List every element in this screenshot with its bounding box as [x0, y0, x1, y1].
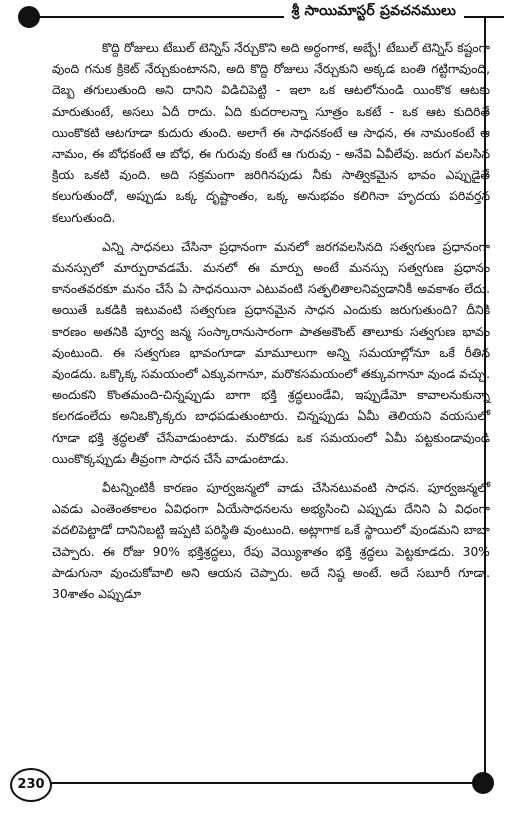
paragraph-2: ఎన్ని సాధనలు చేసినా ప్రధానంగా మనలో జరగవలసినది సత్వగుణ ప్రధానంగా మనస్సులో మార్పురావడమే. మనలో ఈ మార్పు అంటే మనస్సు సత్వగుణ ప్రధానం కానంతవరకూ మనం చేసే ఏ సాధనయినా ఎటువంటి సత్ఫలితాలనివ్వడానికీ అవకాశం లేదు. అయితే ఒకడికి ఇటువంటి సత్వగుణ ప్రధానమైన సాధన ఎందుకు జరుగుతుంది? దీనికి కారణం అతనికి పూర్వ జన్మ సంస్కారానుసారంగా పాతఅకౌంట్ తాలూకు సత్వగుణ భావం వుంటుంది. ఈ సత్వగుణ భావంగూడా మామూలుగా అన్ని సమయాల్లోనూ ఒకే రీతిన వుండదు. ఒక్కొక్క సమయంలో ఎక్కువగానూ, మరొకసమయంలో తక్కువగానూ వుండ వచ్చు. అందుకని కొంతమంది-చిన్నప్పుడు బాగా భక్తి శ్రద్ధలుండేవి, ఇప్పుడేమో కావాలనుకున్నా కలగడంలేదు అనిఒక్కొక్కరు బాధపడుతుంటారు. చిన్నప్పుడు ఏమీ తెలియని వయసులో గూడా భక్తి శ్రద్ధలతో చేసేవాడుంటాడు. మరొకడు ఒక సమయంలో ఏమీ పట్టకుండావుండి యింకొక్కప్పుడు తీవ్రంగా సాధన చేసే వాడుంటాడు.: [52, 239, 490, 466]
running-header: శ్రీ సాయిమాస్టర్ ప్రవచనములు: [284, 0, 465, 22]
bottom-rule: [50, 782, 484, 784]
corner-dot-top-left: [18, 6, 40, 28]
paragraph-1: కొద్ది రోజులు టేబుల్ టెన్నిస్ నేర్చుకొని అది అర్ధంగాక, అబ్బే! టేబుల్ టెన్నిస్ కష్టంగా వుంది గనుక క్రికెట్ నేర్చుకుంటానని, అది కొద్ది రోజులు నేర్చుకుని అక్కడ బంతి గట్టిగావుంది, దెబ్బ తగులుతుంది అని దానిని విడిచిపెట్టి - ఇలా ఒక ఆటలోనుండి యింకొక ఆటకు మారుతుంటే, అసలు ఏదీ రాదు. ఏది కుదరాలన్నా సూత్రం ఒకటే - ఒక ఆట కుదిరితే యింకొకటి ఆటగూడా కుదురు తుంది. అలాగే ఈ సాధనకంటే ఆ సాధన, ఈ నామంకంటే ఆ నామం, ఈ బోధకంటే ఆ బోధ, ఈ గురువు కంటే ఆ గురువు - అనేవి ఏవీలేవు. జరుగ వలసిన క్రియ ఒకటి వుంది. అది సక్రమంగా జరిగినపుడు నీకు సాత్వికమైన భావం ఎప్పుడైతే కలుగుతుందో, అప్పుడు ఒక్క దృష్టాంతం, ఒక్క అనుభవం కలిగినా హృదయ పరివర్తన కలుగుతుంది.: [52, 41, 490, 225]
paragraph-3: వీటన్నింటికీ కారణం పూర్వజన్మలో వాడు చేసినటువంటి సాధన. పూర్వజన్మలో ఎవడు ఎంతెంతకాలం ఏవిధంగా ఏయేసాధనలను అభ్యసించి ఎప్పుడు దేనిని ఏ విధంగా వదలిపెట్టాడో దానినిబట్టి ఇప్పటి పరిస్థితి వుంటుంది. అట్లాగాక ఒకే స్థాయిలో వుండమని బాబా చెప్పారు. ఈ రోజు 90% భక్తిశ్రద్ధలు, రేపు వెయ్యిశాతం భక్తి శ్రద్ధలు పెట్టకూడదు. 30% పాడుగునా వుంచుకోవాలి అని ఆయన చెప్పారు. అదే నిష్ఠ అంటే. అదే సబూరీ గూడా. 30శాతం ఎప్పుడూ: [52, 481, 490, 602]
page-body: [52, 38, 490, 613]
page-number: 230: [10, 768, 52, 802]
page-frame: [10, 0, 504, 806]
corner-dot-bottom-right: [472, 772, 494, 794]
